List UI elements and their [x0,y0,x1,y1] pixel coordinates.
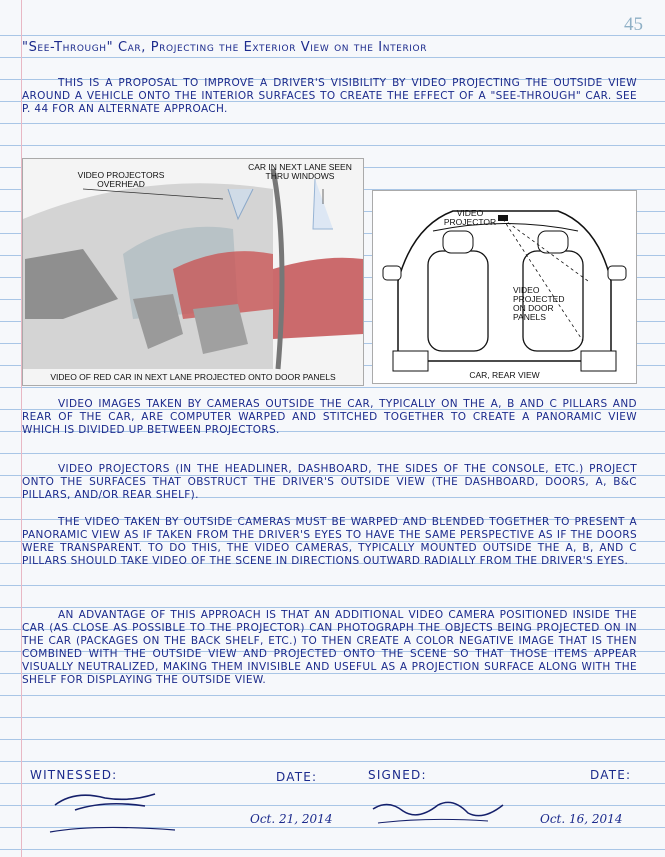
paragraph-projectors: VIDEO PROJECTORS (IN THE HEADLINER, DASHBOARD, THE SIDES OF THE CONSOLE, ETC.) PROJECT ONTO THE SURFACES THAT OBSTRUCT THE DRIVER'S OUTSIDE VIEW (THE DASHBOARD, DOORS, A, B&C PILLARS, AND/OR REAR SHELF). [22,463,637,501]
signed-label: SIGNED: [368,768,427,782]
interior-cutaway-illustration [23,159,363,385]
page-title: "See-Through" Car, Projecting the Exterior View on the Interior [22,40,428,55]
date-label-1: DATE: [276,770,318,784]
label-door-panels: VIDEO PROJECTED ON DOOR PANELS [513,285,565,322]
intro-paragraph: THIS IS A PROPOSAL TO IMPROVE A DRIVER'S VISIBILITY BY VIDEO PROJECTING THE OUTSIDE VIEW AROUND A VEHICLE ONTO THE INTERIOR SURFACES TO CREATE THE EFFECT OF A "SEE-THROUGH" CAR. SEE P. 44 FOR AN ALTERNATE APPROACH. [22,77,637,115]
label-video-projector: VIDEO PROJECTOR [443,208,497,227]
signed-date: Oct. 16, 2014 [540,812,623,826]
witnessed-label: WITNESSED: [30,768,118,782]
rear-view-figure [372,190,637,384]
witness-signature [35,780,185,850]
paragraph-cameras: VIDEO IMAGES TAKEN BY CAMERAS OUTSIDE THE CAR, TYPICALLY ON THE A, B AND C PILLARS AND REAR OF THE CAR, ARE COMPUTER WARPED AND STITCHED TOGETHER TO CREATE A PANORAMIC VIEW WHICH IS DIVIDED UP BETWEEN PROJECTORS. [22,398,637,436]
interior-figure-caption: VIDEO OF RED CAR IN NEXT LANE PROJECTED ONTO DOOR PANELS [50,372,336,382]
rear-view-caption: CAR, REAR VIEW [469,370,540,380]
witness-date: Oct. 21, 2014 [250,812,333,826]
label-car-next-lane: CAR IN NEXT LANE SEEN THRU WINDOWS [248,162,352,181]
date-label-2: DATE: [590,768,632,782]
label-projectors-overhead: VIDEO PROJECTORS OVERHEAD [77,170,165,189]
inventor-signature [368,795,518,835]
paragraph-advantage: AN ADVANTAGE OF THIS APPROACH IS THAT AN ADDITIONAL VIDEO CAMERA POSITIONED INSIDE THE CAR (AS CLOSE AS POSSIBLE TO THE PROJECTOR) CAN PHOTOGRAPH THE OBJECTS BEING PROJECTED ON IN THE CAR (PACKAGES ON THE BACK SHELF, ETC.) TO THEN CREATE A COLOR NEGATIVE IMAGE THAT IS THEN COMBINED WITH THE OUTSIDE VIEW AND PROJECTED ONTO THE SCENE SO THAT THOSE ITEMS APPEAR VISUALLY NEUTRALIZED, MAKING THEM INVISIBLE AND USEFUL AS A PROJECTION SURFACE ALONG WITH THE SHELF FOR DISPLAYING THE OUTSIDE VIEW. [22,609,637,686]
page-number: 45 [624,14,643,35]
interior-figure [22,158,364,386]
paragraph-warping: THE VIDEO TAKEN BY OUTSIDE CAMERAS MUST BE WARPED AND BLENDED TOGETHER TO PRESENT A PANORAMIC VIEW AS IF TAKEN FROM THE DRIVER'S EYES TO HAVE THE SAME PERSPECTIVE AS IF THE DOORS WERE TRANSPARENT. TO DO THIS, THE VIDEO CAMERAS, TYPICALLY MOUNTED OUTSIDE THE A, B, AND C PILLARS SHOULD TAKE VIDEO OF THE SCENE IN DIRECTIONS OUTWARD RADIALLY FROM THE DRIVER'S EYES. [22,516,637,567]
